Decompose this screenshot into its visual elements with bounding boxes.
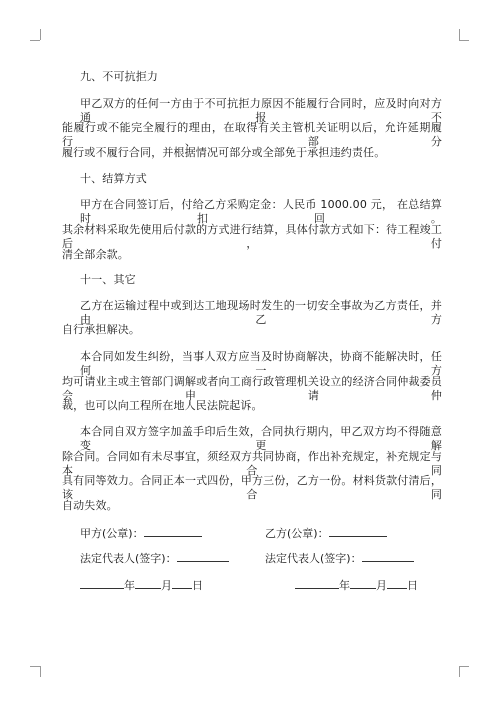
party-b-legal-rep-blank	[362, 550, 414, 562]
section-heading-settlement: 十、结算方式	[80, 172, 147, 185]
party-a-legal-rep-label: 法定代表人(签字)：	[80, 552, 177, 565]
paragraph-line: 清全部余款。	[62, 248, 129, 261]
year-label: 年	[339, 579, 350, 592]
day-blank	[387, 577, 407, 589]
crop-mark-top-right	[459, 40, 469, 41]
party-b-seal-label: 乙方(公章)：	[265, 527, 329, 540]
paragraph-line: 具有同等效力。合同正本一式四份，甲方三份，乙方一份。材料货款付清后，该合同	[62, 474, 442, 501]
party-a-legal-rep-blank	[177, 550, 229, 562]
paragraph-line: 本合同自双方签字加盖手印后生效，合同执行期内，甲乙双方均不得随意变更解	[80, 425, 442, 452]
paragraph-line: 均可请业主或主管部门调解或者向工商行政管理机关设立的经济合同仲裁委员会申请仲	[62, 375, 442, 402]
crop-mark-bottom-left	[30, 666, 40, 667]
section-heading-other: 十一、其它	[80, 273, 136, 286]
paragraph-line: 甲方在合同签订后，付给乙方采购定金：人民币 1000.00 元， 在总结算时扣回。	[80, 198, 442, 225]
party-a-legal-rep	[80, 550, 229, 566]
paragraph-line: 本合同如发生纠纷，当事人双方应当及时协商解决，协商不能解决时，任何一方	[80, 350, 442, 377]
paragraph-line: 自动失效。	[62, 499, 118, 512]
paragraph-line: 裁，也可以向工程所在地人民法院起诉。	[62, 399, 263, 412]
crop-mark-top-left	[30, 40, 40, 41]
section-heading-force-majeure: 九、不可抗拒力	[80, 70, 159, 83]
day-label: 日	[407, 579, 418, 592]
month-label: 月	[161, 579, 172, 592]
party-b-date	[295, 577, 418, 593]
crop-mark-bottom-right	[459, 666, 469, 667]
year-label: 年	[124, 579, 135, 592]
crop-mark-top-left	[40, 29, 41, 40]
party-b-legal-rep-label: 法定代表人(签字)：	[265, 552, 362, 565]
paragraph-line: 甲乙双方的任何一方由于不可抗拒力原因不能履行合同时，应及时向对方通报不	[80, 97, 442, 124]
paragraph-line: 能履行或不能完全履行的理由，在取得有关主管机关证明以后，允许延期履行、部分	[62, 121, 442, 148]
year-blank	[80, 577, 124, 589]
year-blank	[295, 577, 339, 589]
party-b-seal-blank	[329, 525, 387, 537]
party-a-seal-blank	[144, 525, 202, 537]
month-blank	[350, 577, 376, 589]
paragraph-line: 履行或不履行合同，并根据情况可部分或全部免于承担违约责任。	[62, 146, 386, 159]
paragraph-line: 乙方在运输过程中或到达工地现场时发生的一切安全事故为乙方责任，并由乙方	[80, 299, 442, 326]
day-blank	[172, 577, 192, 589]
month-blank	[135, 577, 161, 589]
party-a-seal-label: 甲方(公章)：	[80, 527, 144, 540]
crop-mark-bottom-left	[40, 666, 41, 677]
crop-mark-top-right	[459, 29, 460, 40]
party-a-seal	[80, 525, 202, 541]
party-b-seal	[265, 525, 387, 541]
crop-mark-bottom-right	[459, 666, 460, 677]
paragraph-line: 自行承担解决。	[62, 323, 141, 336]
paragraph-line: 其余材料采取先使用后付款的方式进行结算，具体付款方式如下：待工程竣工后，付	[62, 223, 442, 250]
party-b-legal-rep	[265, 550, 414, 566]
paragraph-line: 除合同。合同如有未尽事宜，须经双方共同协商，作出补充规定，补充规定与本合同	[62, 450, 442, 477]
party-a-date	[80, 577, 203, 593]
day-label: 日	[192, 579, 203, 592]
month-label: 月	[376, 579, 387, 592]
